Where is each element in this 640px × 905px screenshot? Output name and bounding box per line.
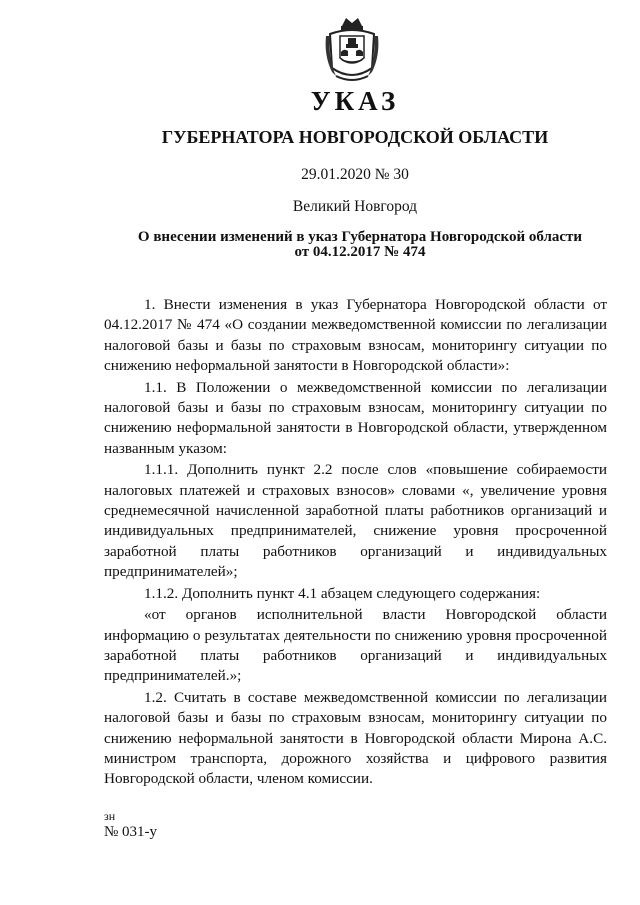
paragraph-1: 1. Внести изменения в указ Губернатора Новгородской области от 04.12.2017 № 474 «О создании межведомственной комиссии по легализации налоговой базы и базы по страховым взносам, мониторингу ситуации по снижению неформальной занятости в Новгородской области»: bbox=[104, 296, 607, 374]
document-body bbox=[104, 295, 607, 791]
heading-line-2: от 04.12.2017 № 474 bbox=[294, 244, 426, 260]
document-place: Великий Новгород bbox=[292, 198, 418, 215]
paragraph-1-1-2: 1.1.2. Дополнить пункт 4.1 абзацем следующего содержания: bbox=[144, 584, 541, 602]
paragraph-1-1-1: 1.1.1. Дополнить пункт 2.2 после слов «повышение собираемости налоговых платежей и страховых взносов» словами «, увеличение уровня среднемесячной начисленной заработной платы работников организаций и индивидуальных предпринимателей, снижение уровня просроченной заработной платы работников организаций и индивидуальных предпринимателей»; bbox=[104, 461, 607, 580]
paragraph-quote: «от органов исполнительной власти Новгородской области информацию о результатах деятельности по снижению уровня просроченной заработной платы работников организаций и индивидуальных предпринимателей.»; bbox=[104, 606, 607, 685]
document-title: УКАЗ bbox=[310, 86, 400, 116]
document-date-number: 29.01.2020 № 30 bbox=[301, 166, 409, 183]
paragraph-1-1: 1.1. В Положении о межведомственной комиссии по легализации налоговой базы и базы по страховым взносам, мониторингу ситуации по снижению неформальной занятости в Новгородской области, утвержденном названным указом: bbox=[104, 378, 607, 457]
heading-line-1: О внесении изменений в указ Губернатора Новгородской области bbox=[137, 229, 583, 245]
footer-code: № 031-у bbox=[104, 824, 158, 840]
footer-initials: зн bbox=[104, 809, 116, 823]
paragraph-1-2: 1.2. Считать в составе межведомственной комиссии по легализации налоговой базы и базы по страховым взносам, мониторингу ситуации по снижению неформальной занятости в Новгородской области Мирона А.С. министром транспорта, дорожного хозяйства и цифрового развития Новгородской области, членом комиссии. bbox=[104, 689, 607, 788]
document-footer bbox=[104, 808, 157, 840]
document-heading bbox=[100, 230, 620, 260]
document-subtitle: ГУБЕРНАТОРА НОВГОРОДСКОЙ ОБЛАСТИ bbox=[161, 127, 549, 147]
coat-of-arms-icon bbox=[324, 16, 380, 86]
